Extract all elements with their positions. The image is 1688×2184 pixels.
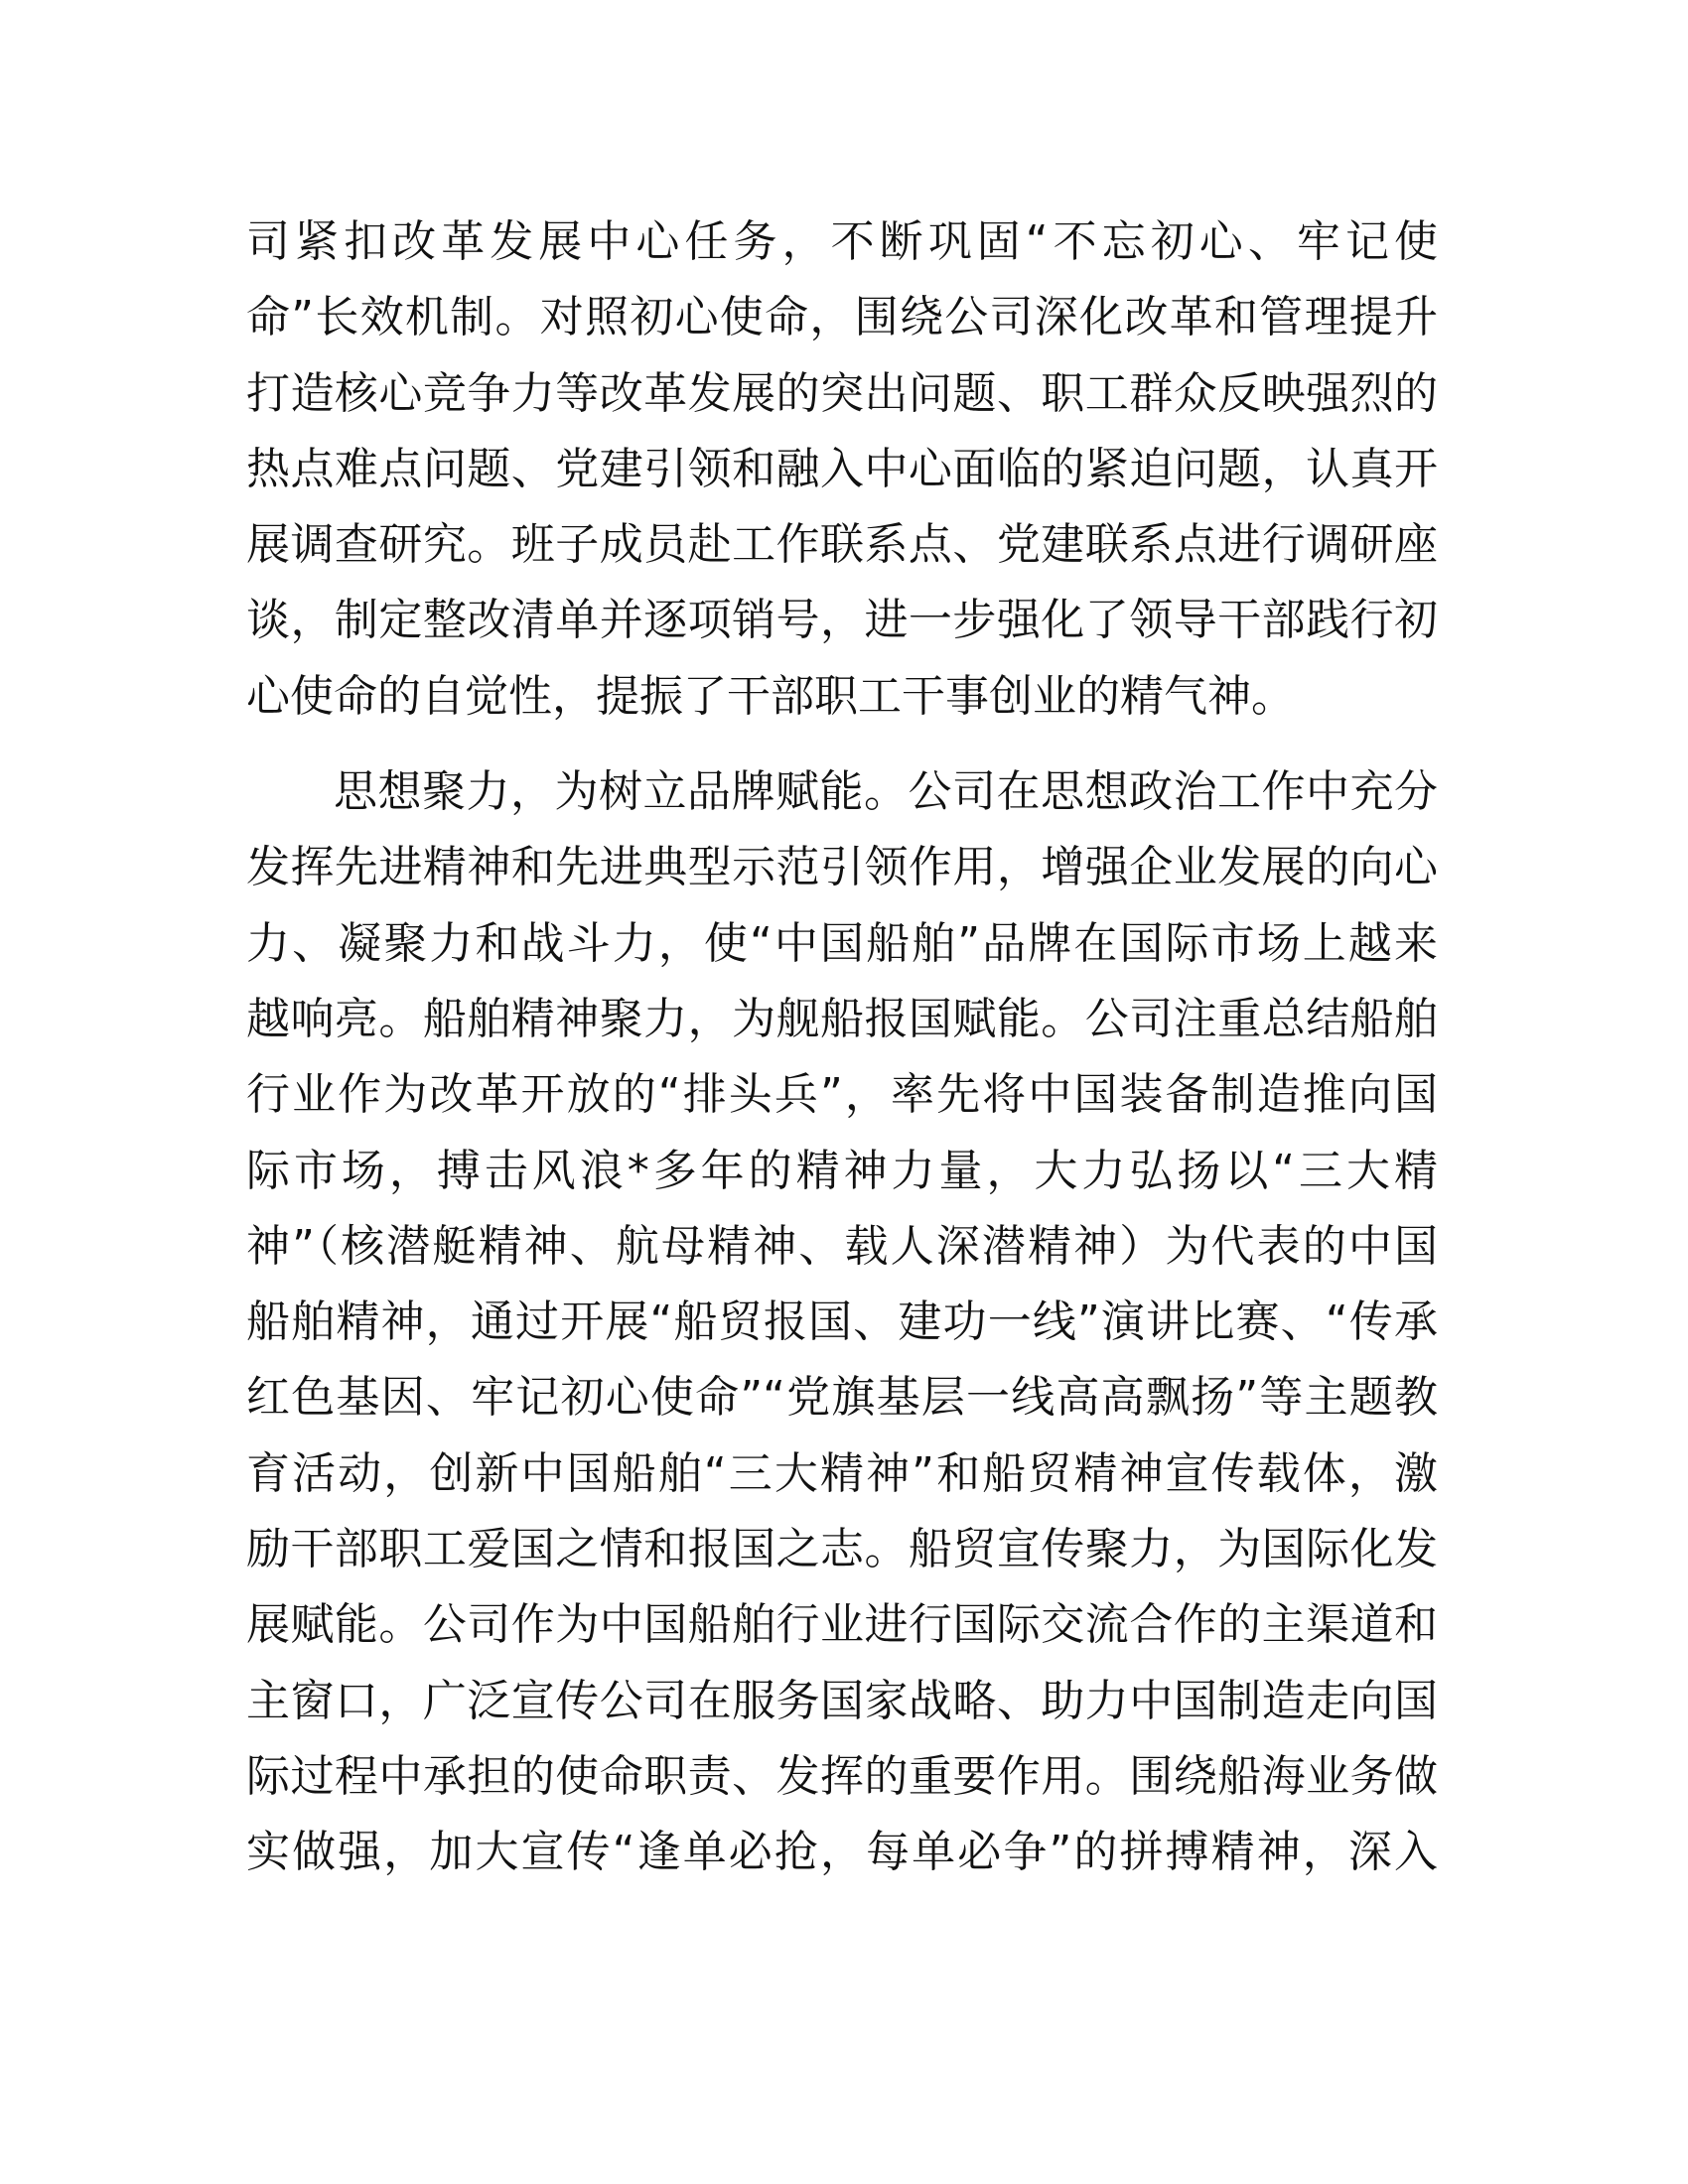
text-line: 发挥先进精神和先进典型示范引领作用，增强企业发展的向心 (246, 842, 1438, 893)
text-line: 际市场，搏击风浪*多年的精神力量，大力弘扬以“三大精 (246, 1145, 1438, 1196)
text-line: 行业作为改革开放的“排头兵”，率先将中国装备制造推向国 (246, 1069, 1438, 1121)
text-line: 热点难点问题、党建引领和融入中心面临的紧迫问题，认真开 (246, 443, 1438, 494)
text-line: 主窗口，广泛宣传公司在服务国家战略、助力中国制造走向国 (246, 1675, 1438, 1726)
text-line: 船舶精神，通过开展“船贸报国、建功一线”演讲比赛、“传承 (246, 1297, 1438, 1348)
text-line: 实做强，加大宣传“逢单必抢，每单必争”的拼搏精神，深入 (246, 1827, 1438, 1878)
text-line: 育活动，创新中国船舶“三大精神”和船贸精神宣传载体，激 (246, 1447, 1438, 1499)
text-line: 展调查研究。班子成员赴工作联系点、党建联系点进行调研座 (246, 519, 1438, 571)
text-line: 神”（核潜艇精神、航母精神、载人深潜精神）为代表的中国 (246, 1220, 1438, 1272)
paragraph-1 (246, 205, 1438, 735)
text-line: 司紧扣改革发展中心任务，不断巩固“不忘初心、牢记使 (246, 216, 1438, 267)
text-line: 展赋能。公司作为中国船舶行业进行国际交流合作的主渠道和 (246, 1599, 1438, 1651)
text-line: 命”长效机制。对照初心使命，围绕公司深化改革和管理提升 (246, 292, 1438, 343)
text-line: 打造核心竞争力等改革发展的突出问题、职工群众反映强烈的 (246, 367, 1438, 419)
text-line: 励干部职工爱国之情和报国之志。船贸宣传聚力，为国际化发 (246, 1524, 1438, 1575)
text-line: 心使命的自觉性，提振了干部职工干事创业的精气神。 (246, 670, 1295, 722)
text-line: 谈，制定整改清单并逐项销号，进一步强化了领导干部践行初 (246, 595, 1438, 646)
document-page (246, 205, 1438, 1891)
text-line: 红色基因、牢记初心使命”“党旗基层一线高高飘扬”等主题教 (246, 1372, 1438, 1424)
paragraph-spacer (246, 735, 1438, 754)
text-line: 力、凝聚力和战斗力，使“中国船舶”品牌在国际市场上越来 (246, 917, 1438, 969)
paragraph-2 (246, 754, 1438, 1890)
text-line: 越响亮。船舶精神聚力，为舰船报国赋能。公司注重总结船舶 (246, 993, 1438, 1044)
text-line: 际过程中承担的使命职责、发挥的重要作用。围绕船海业务做 (246, 1750, 1438, 1802)
text-line: 思想聚力，为树立品牌赋能。公司在思想政治工作中充分 (334, 766, 1438, 818)
